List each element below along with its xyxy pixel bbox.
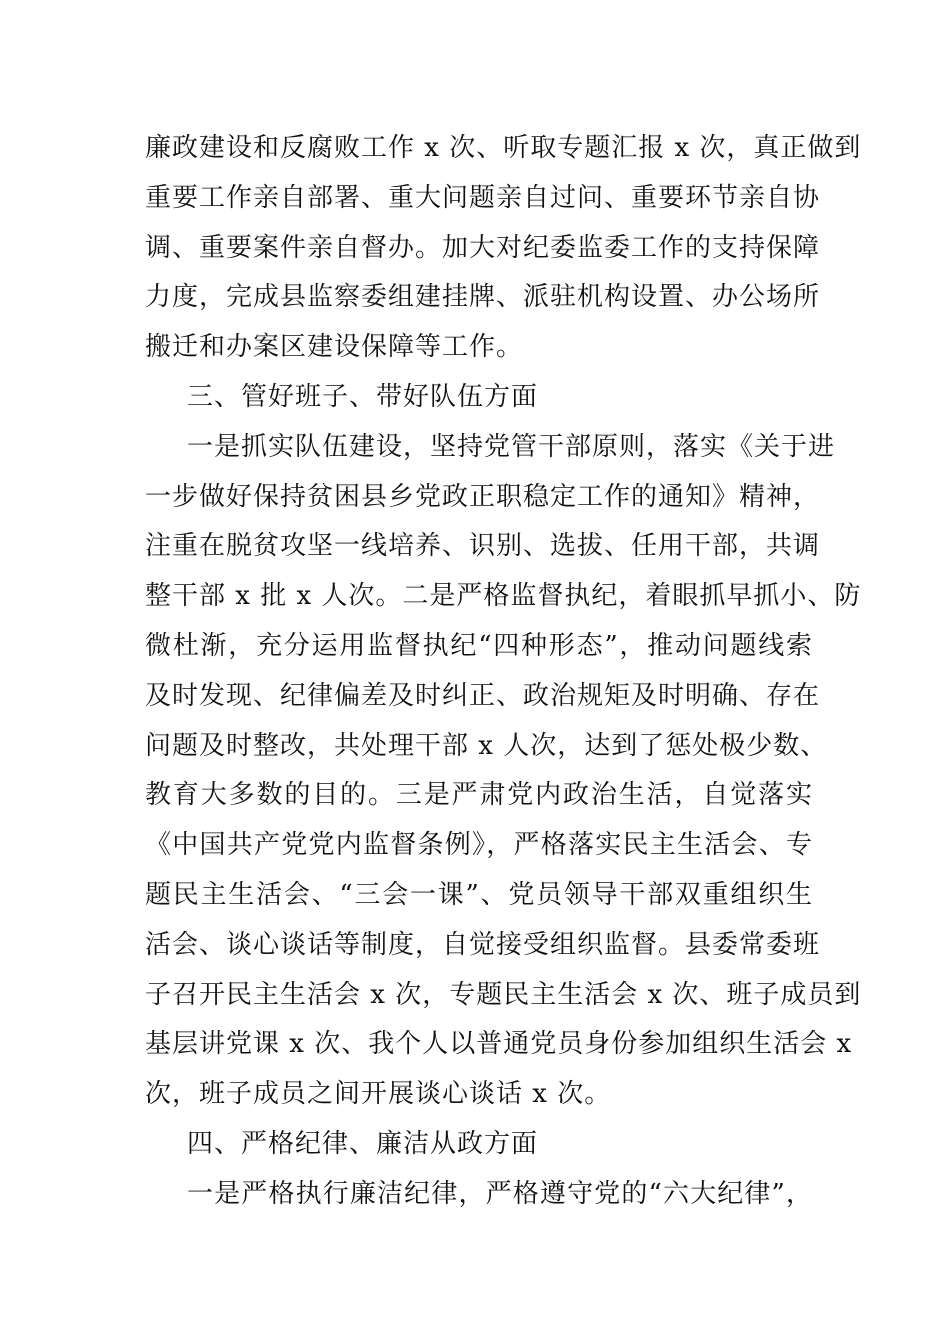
text-line: 一是严格执行廉洁纪律，严格遵守党的“六大纪律”， <box>187 1178 813 1209</box>
text-line: 《中国共产党党内监督条例》，严格落实民主生活会、专 <box>145 830 813 861</box>
text-line: 微杜渐，充分运用监督执纪“四种形态”，推动问题线索 <box>145 630 813 661</box>
text-line: 活会、谈心谈话等制度，自觉接受组织监督。县委常委班 <box>145 929 821 960</box>
text-line: 一是抓实队伍建设，坚持党管干部原则，落实《关于进 <box>187 431 836 462</box>
text-line: 整干部 x 批 x 人次。二是严格监督执纪，着眼抓早抓小、防 <box>145 581 862 612</box>
body-text <box>145 124 862 1220</box>
text-line: 一步做好保持贫困县乡党政正职稳定工作的通知》精神， <box>145 481 821 512</box>
text-line: 廉政建设和反腐败工作 x 次、听取专题汇报 x 次，真正做到 <box>145 133 862 163</box>
text-line: 搬迁和办案区建设保障等工作。 <box>145 332 524 363</box>
text-line: 基层讲党课 x 次、我个人以普通党员身份参加组织生活会 x <box>145 1029 853 1060</box>
section-heading: 三、管好班子、带好队伍方面 <box>187 381 539 412</box>
text-line: 子召开民主生活会 x 次，专题民主生活会 x 次、班子成员到 <box>145 979 862 1010</box>
text-line: 次，班子成员之间开展谈心谈话 x 次。 <box>145 1079 612 1110</box>
text-line: 及时发现、纪律偏差及时纠正、政治规矩及时明确、存在 <box>145 680 821 711</box>
text-line: 教育大多数的目的。三是严肃党内政治生活，自觉落实 <box>145 780 813 811</box>
text-line: 问题及时整改，共处理干部 x 人次，达到了惩处极少数、 <box>145 730 828 761</box>
text-line: 力度，完成县监察委组建挂牌、派驻机构设置、办公场所 <box>145 282 821 313</box>
section-heading: 四、严格纪律、廉洁从政方面 <box>187 1128 539 1159</box>
text-line: 注重在脱贫攻坚一线培养、识别、选拔、任用干部，共调 <box>145 531 821 562</box>
text-line: 调、重要案件亲自督办。加大对纪委监委工作的支持保障 <box>145 232 821 263</box>
text-line: 题民主生活会、“三会一课”、党员领导干部双重组织生 <box>145 879 813 910</box>
text-line: 重要工作亲自部署、重大问题亲自过问、重要环节亲自协 <box>145 182 821 213</box>
